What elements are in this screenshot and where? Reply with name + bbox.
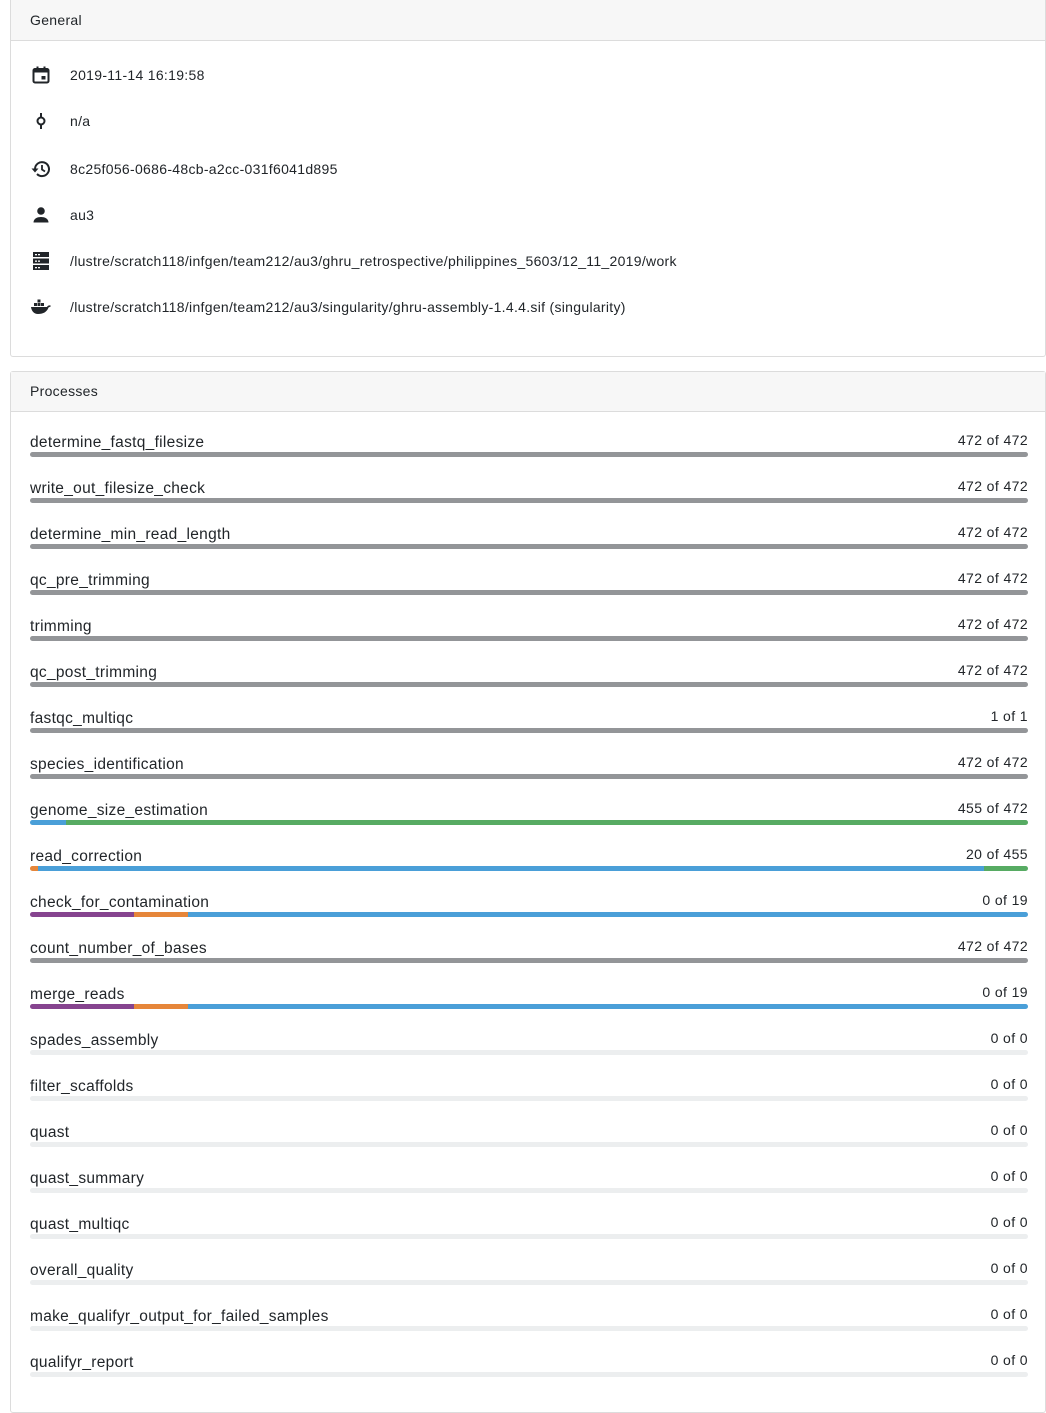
processes-card-header: Processes [11,372,1045,412]
process-count: 472 of 472 [957,570,1028,586]
process-count: 1 of 1 [990,708,1028,724]
info-row-workdir [30,249,677,273]
process-count: 472 of 472 [957,524,1028,540]
general-card [10,0,1046,357]
process-progress-bar [30,636,1028,641]
docker-icon [30,297,52,317]
process-count: 0 of 19 [982,892,1028,908]
info-row-date [30,63,205,87]
process-count: 20 of 455 [966,846,1028,862]
process-row [30,894,1028,934]
process-name: write_out_filesize_check [30,480,206,497]
process-count: 472 of 472 [957,616,1028,632]
process-row [30,572,1028,612]
process-row [30,986,1028,1026]
process-progress-bar [30,1326,1028,1331]
process-name: merge_reads [30,986,125,1003]
process-count: 0 of 0 [990,1122,1028,1138]
process-progress-bar [30,452,1028,457]
commit-id: n/a [70,113,91,129]
progress-segment-completed [30,774,1028,779]
process-name: overall_quality [30,1262,134,1279]
process-name: determine_min_read_length [30,526,231,543]
history-icon [30,159,52,179]
process-name: qc_post_trimming [30,664,158,681]
progress-segment-running [188,912,1028,917]
session-id: 8c25f056-0686-48cb-a2cc-031f6041d895 [70,161,338,177]
process-name: qc_pre_trimming [30,572,150,589]
progress-segment-succeeded [984,866,1028,871]
process-row [30,1124,1028,1164]
process-progress-bar [30,1234,1028,1239]
progress-segment-pending [30,912,134,917]
process-count: 472 of 472 [957,478,1028,494]
progress-segment-pending [30,1004,134,1009]
process-name: species_identification [30,756,184,773]
process-name: quast [30,1124,70,1141]
process-name: quast_multiqc [30,1216,130,1233]
process-progress-bar [30,498,1028,503]
process-row [30,940,1028,980]
process-row [30,618,1028,658]
process-row [30,1216,1028,1256]
process-count: 0 of 19 [982,984,1028,1000]
process-name: genome_size_estimation [30,802,209,819]
progress-segment-running [188,1004,1028,1009]
process-progress-bar [30,728,1028,733]
process-row [30,710,1028,750]
process-count: 472 of 472 [957,754,1028,770]
process-row [30,756,1028,796]
process-row [30,1032,1028,1072]
process-name: determine_fastq_filesize [30,434,205,451]
user-name: au3 [70,207,95,223]
process-name: filter_scaffolds [30,1078,134,1095]
info-row-commit [30,109,90,133]
process-name: check_for_contamination [30,894,210,911]
progress-segment-completed [30,728,1028,733]
process-progress-bar [30,1050,1028,1055]
process-name: spades_assembly [30,1032,159,1049]
progress-segment-submitted [134,912,188,917]
process-count: 0 of 0 [990,1214,1028,1230]
process-name: count_number_of_bases [30,940,207,957]
commit-icon [30,111,52,131]
process-progress-bar [30,774,1028,779]
calendar-icon [30,65,52,85]
process-progress-bar [30,820,1028,825]
general-card-header: General [11,0,1045,41]
info-row-container [30,295,626,319]
process-progress-bar [30,682,1028,687]
process-name: fastqc_multiqc [30,710,134,727]
progress-segment-completed [30,958,1028,963]
process-row [30,434,1028,474]
progress-segment-submitted [30,866,38,871]
progress-segment-completed [30,636,1028,641]
process-progress-bar [30,1142,1028,1147]
process-progress-bar [30,590,1028,595]
info-row-user [30,203,94,227]
process-row [30,1354,1028,1394]
process-progress-bar [30,866,1028,871]
progress-segment-running [38,866,984,871]
process-name: read_correction [30,848,143,865]
process-row [30,1078,1028,1118]
process-progress-bar [30,1096,1028,1101]
progress-segment-completed [30,498,1028,503]
process-count: 472 of 472 [957,432,1028,448]
process-progress-bar [30,958,1028,963]
progress-segment-succeeded [66,820,1028,825]
processes-card [10,371,1046,1413]
process-progress-bar [30,1280,1028,1285]
process-count: 0 of 0 [990,1168,1028,1184]
process-progress-bar [30,1372,1028,1377]
run-date: 2019-11-14 16:19:58 [70,67,205,83]
process-count: 0 of 0 [990,1260,1028,1276]
progress-segment-submitted [134,1004,188,1009]
process-progress-bar [30,1188,1028,1193]
progress-segment-running [30,820,66,825]
progress-segment-completed [30,590,1028,595]
process-row [30,526,1028,566]
storage-icon [30,251,52,271]
process-row [30,848,1028,888]
progress-segment-completed [30,452,1028,457]
process-row [30,802,1028,842]
process-name: quast_summary [30,1170,145,1187]
process-progress-bar [30,912,1028,917]
process-progress-bar [30,544,1028,549]
process-row [30,664,1028,704]
process-count: 0 of 0 [990,1030,1028,1046]
process-count: 0 of 0 [990,1076,1028,1092]
process-row [30,480,1028,520]
progress-segment-completed [30,544,1028,549]
process-count: 472 of 472 [957,938,1028,954]
process-name: make_qualifyr_output_for_failed_samples [30,1308,329,1325]
process-count: 472 of 472 [957,662,1028,678]
progress-segment-completed [30,682,1028,687]
process-count: 0 of 0 [990,1306,1028,1322]
work-dir: /lustre/scratch118/infgen/team212/au3/ghru_retrospective/philippines_5603/12_11_2019/work [70,253,677,269]
process-count: 0 of 0 [990,1352,1028,1368]
process-name: qualifyr_report [30,1354,134,1371]
process-row [30,1308,1028,1348]
user-icon [30,205,52,225]
process-progress-bar [30,1004,1028,1009]
container-path: /lustre/scratch118/infgen/team212/au3/singularity/ghru-assembly-1.4.4.sif (singularity) [70,299,626,315]
info-row-session [30,157,338,181]
process-name: trimming [30,618,92,635]
process-row [30,1262,1028,1302]
process-count: 455 of 472 [957,800,1028,816]
process-row [30,1170,1028,1210]
